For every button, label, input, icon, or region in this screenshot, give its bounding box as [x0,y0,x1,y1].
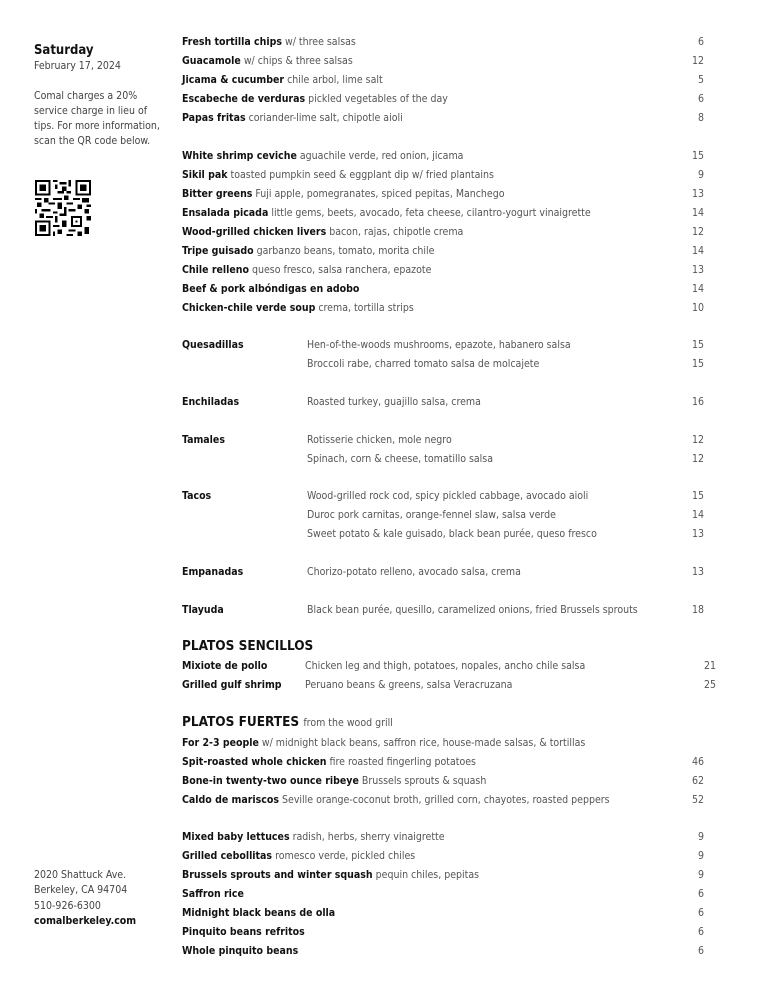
item-desc: Roasted turkey, guajillo salsa, crema [307,396,481,408]
item-price: 14 [691,207,704,219]
item-desc: w/ midnight black beans, saffron rice, house-made salsas, & tortillas [261,737,586,749]
item-price: 6 [697,926,704,938]
item-price: 6 [697,907,704,919]
item-price: 6 [697,945,704,957]
menu-date: February 17, 2024 [34,60,121,72]
item-name: Papas fritas [182,112,246,124]
address-line-1: 2020 Shattuck Ave. [34,869,127,881]
item-name: Saffron rice [182,888,244,900]
phone-number: 510-926-6300 [34,899,101,912]
menu-item [182,885,704,904]
menu-item [182,185,704,204]
item-price: 14 [691,245,704,257]
item-price: 18 [691,604,704,616]
item-name: Grilled gulf shrimp [182,679,282,691]
item-desc: crema, tortilla strips [318,302,414,314]
menu-item [182,280,704,299]
item-price: 15 [691,339,704,351]
item-name: Midnight black beans de olla [182,907,336,919]
item-desc: Brussels sprouts & squash [361,775,487,787]
item-price: 6 [697,36,704,48]
menu-item [182,753,704,772]
item-name: Mixiote de pollo [182,660,268,672]
item-desc: w/ three salsas [285,36,356,48]
item-name: Bone-in twenty-two ounce ribeye [182,775,359,787]
menu-item [182,71,704,90]
menu-item [182,828,704,847]
menu-item [182,487,704,506]
menu-item [182,506,704,525]
item-desc: romesco verde, pickled chiles [275,850,416,862]
item-price: 62 [691,775,704,787]
address-line-2: Berkeley, CA 94704 [34,884,128,897]
service-charge-note: Comal charges a 20% service charge in lieu of tips. For more information, scan the QR code below. [34,90,160,147]
item-price: 15 [691,358,704,370]
qr-code-icon[interactable] [35,180,91,236]
item-desc: pequin chiles, pepitas [375,869,480,881]
category-name: Quesadillas [182,339,244,351]
item-price: 46 [691,756,704,768]
item-price: 12 [691,55,704,67]
item-name: Whole pinquito beans [182,945,299,957]
item-price: 16 [691,396,704,408]
item-desc: Hen-of-the-woods mushrooms, epazote, habanero salsa [307,339,571,351]
item-name: Chile relleno [182,264,249,276]
item-desc: pickled vegetables of the day [308,93,448,105]
item-desc: aguachile verde, red onion, jicama [299,150,464,162]
section-heading-platos-fuertes [182,714,393,730]
item-price: 12 [691,434,704,446]
item-price: 12 [691,453,704,465]
category-name: Empanadas [182,566,244,578]
item-desc: Broccoli rabe, charred tomato salsa de molcajete [307,358,540,370]
item-price: 15 [691,490,704,502]
item-desc: little gems, beets, avocado, feta cheese, cilantro-yogurt vinaigrette [271,207,591,219]
item-desc: radish, herbs, sherry vinaigrette [292,831,445,843]
item-name: Chicken-chile verde soup [182,302,316,314]
item-name: White shrimp ceviche [182,150,297,162]
item-price: 6 [697,888,704,900]
sidebar-info [34,42,164,149]
item-price: 21 [703,660,716,672]
menu-item [182,90,704,109]
menu-item [182,601,704,620]
item-desc: Wood-grilled rock cod, spicy pickled cabbage, avocado aioli [307,490,589,502]
item-price: 13 [691,264,704,276]
item-desc: Duroc pork carnitas, orange-fennel slaw, salsa verde [307,509,556,521]
menu-item [182,393,704,412]
menu-item-intro [182,734,704,753]
menu-item [182,147,704,166]
item-desc: Peruano beans & greens, salsa Veracruzana [305,679,513,691]
category-name: Tlayuda [182,604,224,616]
menu-item [182,904,704,923]
item-name: Spit-roasted whole chicken [182,756,327,768]
item-desc: chile arbol, lime salt [287,74,383,86]
item-desc: w/ chips & three salsas [243,55,353,67]
item-price: 13 [691,566,704,578]
menu-item [182,866,704,885]
menu-item [182,223,704,242]
item-desc: Sweet potato & kale guisado, black bean purée, queso fresco [307,528,597,540]
item-name: Mixed baby lettuces [182,831,290,843]
item-desc: Chicken leg and thigh, potatoes, nopales, ancho chile salsa [305,660,586,672]
item-price: 14 [691,509,704,521]
menu-item [182,355,704,374]
item-name: Sikil pak [182,169,228,181]
item-price: 13 [691,528,704,540]
menu-item [182,52,704,71]
item-desc: Spinach, corn & cheese, tomatillo salsa [307,453,494,465]
website-link[interactable]: comalberkeley.com [34,914,137,927]
menu-item [182,299,704,318]
item-desc: toasted pumpkin seed & eggplant dip w/ fried plantains [230,169,494,181]
item-name: Bitter greens [182,188,253,200]
menu-item [182,109,704,128]
item-desc: Rotisserie chicken, mole negro [307,434,452,446]
menu-item [182,563,704,582]
item-desc: queso fresco, salsa ranchera, epazote [252,264,432,276]
menu-item [182,525,704,544]
section-subtitle: from the wood grill [303,717,393,729]
item-name: Grilled cebollitas [182,850,273,862]
item-desc: Chorizo-potato relleno, avocado salsa, crema [307,566,521,578]
section-title: PLATOS FUERTES [182,714,300,730]
menu-item [182,657,716,676]
item-price: 14 [691,283,704,295]
item-desc: coriander-lime salt, chipotle aioli [248,112,403,124]
menu-item [182,204,704,223]
menu-day: Saturday [34,43,94,58]
category-name: Tacos [182,490,212,502]
item-name: For 2-3 people [182,737,259,749]
item-price: 9 [697,850,704,862]
item-price: 5 [697,74,704,86]
item-price: 9 [697,831,704,843]
item-desc: fire roasted fingerling potatoes [329,756,476,768]
menu-item [182,431,704,450]
menu-item [182,261,704,280]
item-price: 52 [691,794,704,806]
item-name: Pinquito beans refritos [182,926,305,938]
menu-item [182,242,704,261]
item-name: Wood-grilled chicken livers [182,226,327,238]
category-name: Enchiladas [182,396,240,408]
item-desc: Fuji apple, pomegranates, spiced pepitas, Manchego [255,188,505,200]
item-price: 9 [697,869,704,881]
item-desc: Seville orange-coconut broth, grilled corn, chayotes, roasted peppers [282,794,610,806]
item-price: 25 [703,679,716,691]
item-desc: garbanzo beans, tomato, morita chile [256,245,435,257]
menu-item [182,923,704,942]
restaurant-contact [34,868,136,929]
item-price: 8 [697,112,704,124]
menu-item [182,942,704,961]
menu-item [182,336,704,355]
item-name: Jicama & cucumber [182,74,285,86]
category-name: Tamales [182,434,225,446]
item-name: Ensalada picada [182,207,269,219]
item-price: 6 [697,93,704,105]
menu-item [182,33,704,52]
item-price: 12 [691,226,704,238]
item-name: Beef & pork albóndigas en adobo [182,283,360,295]
menu-item [182,847,704,866]
menu-item [182,772,704,791]
item-price: 9 [697,169,704,181]
item-price: 13 [691,188,704,200]
item-name: Tripe guisado [182,245,254,257]
item-desc: bacon, rajas, chipotle crema [329,226,464,238]
item-name: Caldo de mariscos [182,794,279,806]
item-name: Escabeche de verduras [182,93,306,105]
menu-item [182,676,716,695]
item-name: Guacamole [182,55,241,67]
menu-item [182,450,704,469]
item-name: Fresh tortilla chips [182,36,282,48]
section-heading-platos-sencillos: PLATOS SENCILLOS [182,638,314,654]
item-price: 10 [691,302,704,314]
menu-item [182,791,704,810]
item-name: Brussels sprouts and winter squash [182,869,373,881]
item-desc: Black bean purée, quesillo, caramelized onions, fried Brussels sprouts [307,604,638,616]
menu-item [182,166,704,185]
item-price: 15 [691,150,704,162]
